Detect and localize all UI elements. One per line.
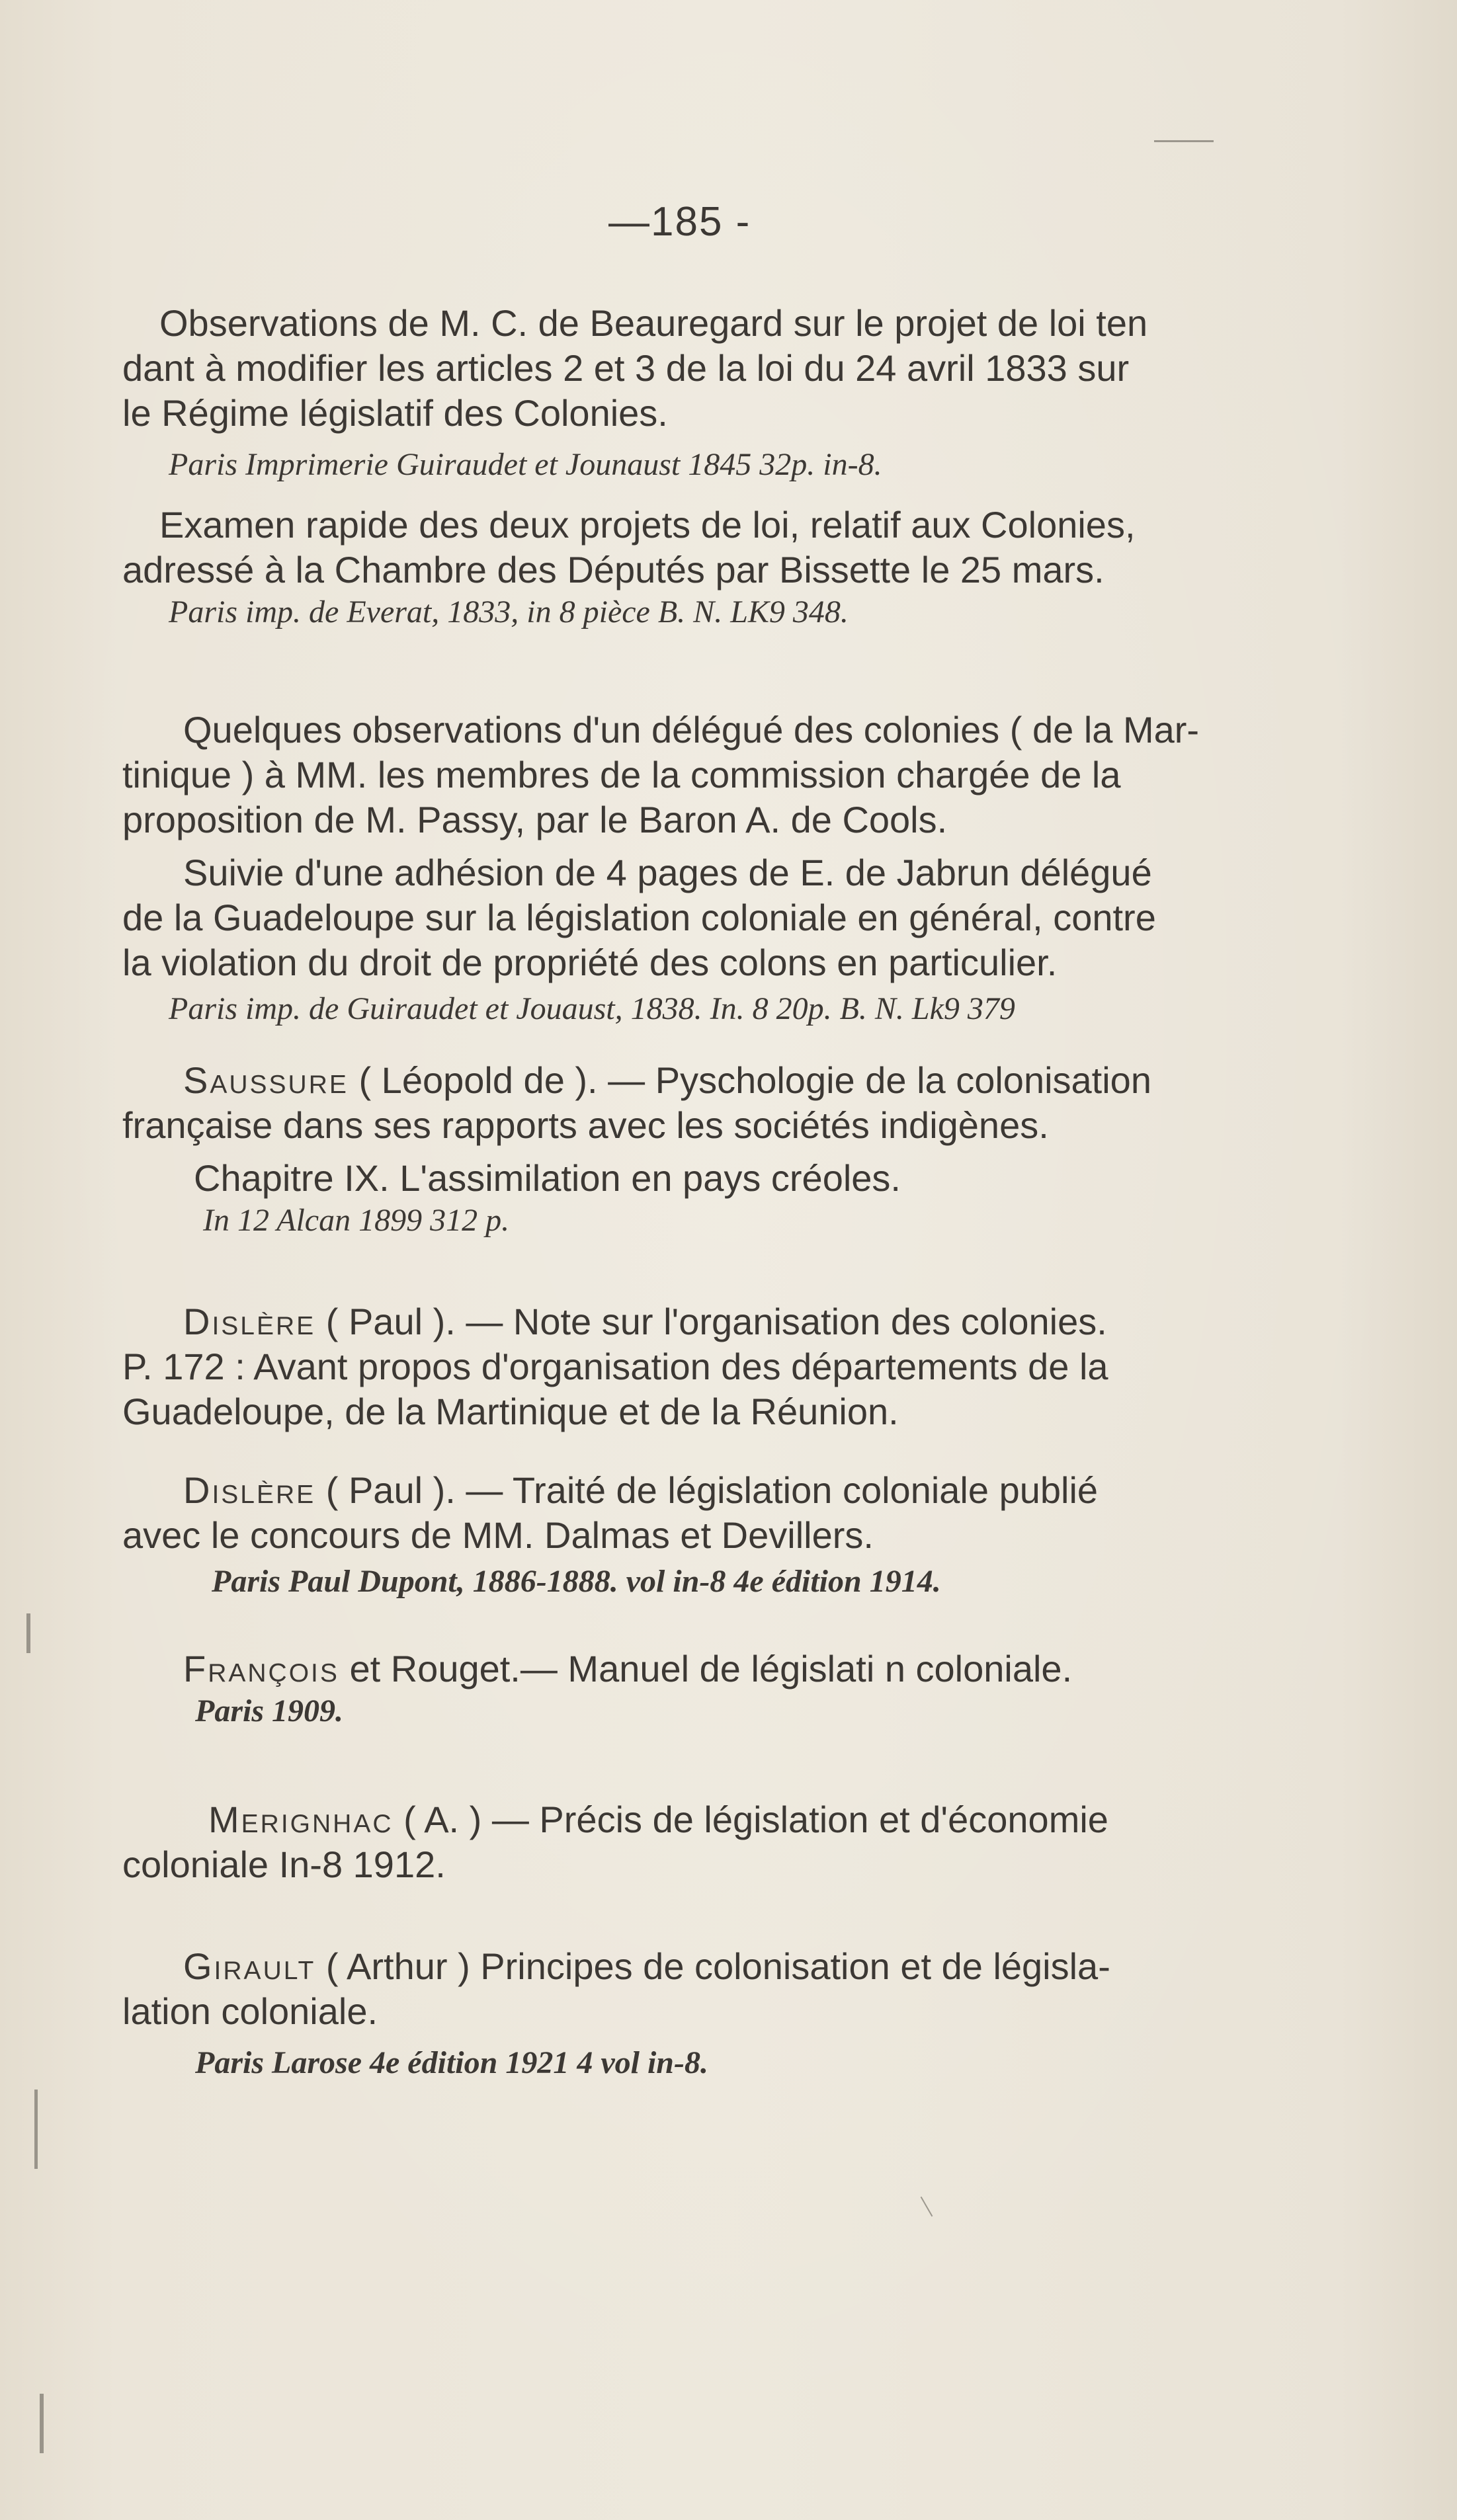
author-name: Girault [183, 1945, 316, 1987]
entry-text-line: tinique ) à MM. les membres de la commission chargée de la [122, 754, 1121, 795]
entry-text-line [122, 1797, 1267, 1842]
bibliography-entry [122, 1646, 1267, 1731]
entry-text-line: Examen rapide des deux projets de loi, relatif aux Colonies, [159, 504, 1136, 546]
print-mark [1154, 140, 1214, 142]
entry-text: et Rouget.— Manuel de législati n coloniale. [349, 1648, 1073, 1689]
publication-info: Paris 1909. [195, 1693, 344, 1728]
entry-text: ( Paul ). — Traité de législation coloniale publié [325, 1469, 1099, 1511]
author-name: Merignhac [208, 1799, 394, 1840]
entry-text-line: coloniale In-8 1912. [122, 1844, 446, 1885]
bibliography-entry [122, 1468, 1267, 1602]
entry-text-line [122, 1468, 1267, 1513]
author-name: Saussure [183, 1059, 349, 1101]
entry-text: ( A. ) — Précis de législation et d'économie [403, 1799, 1108, 1840]
entry-text-line: lation coloniale. [122, 1990, 378, 2032]
entry-text-line: la violation du droit de propriété des colons en particulier. [122, 942, 1058, 983]
publication-info: Paris Paul Dupont, 1886-1888. vol in-8 4e édition 1914. [212, 1564, 941, 1599]
bibliography-entry [122, 1797, 1267, 1887]
bibliography-entry [122, 1944, 1267, 2083]
bibliography-entry [122, 1299, 1267, 1434]
entry-text-line: adressé à la Chambre des Députés par Bissette le 25 mars. [122, 549, 1104, 590]
entry-text-line: dant à modifier les articles 2 et 3 de la loi du 24 avril 1833 sur [122, 347, 1130, 389]
bibliography-entry [122, 301, 1267, 485]
margin-speck [26, 1613, 30, 1653]
entry-text-line: P. 172 : Avant propos d'organisation des départements de la [122, 1346, 1108, 1387]
entry-text-line [122, 1058, 1267, 1103]
bibliography-entry [122, 708, 1267, 1029]
publication-info: Paris imp. de Guiraudet et Jouaust, 1838. In. 8 20p. B. N. Lk9 379 [169, 991, 1015, 1026]
entry-text-line: Observations de M. C. de Beauregard sur le projet de loi ten [159, 302, 1148, 344]
entry-text-line: française dans ses rapports avec les sociétés indigènes. [122, 1104, 1049, 1146]
margin-speck [40, 2394, 44, 2453]
bibliography-entry [122, 1058, 1267, 1240]
author-name: François [183, 1648, 339, 1689]
entry-text-line: de la Guadeloupe sur la législation coloniale en général, contre [122, 897, 1156, 938]
publication-info: Paris Imprimerie Guiraudet et Jounaust 1845 32p. in-8. [169, 447, 882, 482]
entry-text-line: le Régime législatif des Colonies. [122, 392, 668, 434]
publication-info: Paris imp. de Everat, 1833, in 8 pièce B. N. LK9 348. [169, 594, 849, 630]
entry-text-line: avec le concours de MM. Dalmas et Devillers. [122, 1514, 874, 1556]
entry-text-line [122, 1299, 1267, 1344]
print-mark [921, 2197, 933, 2216]
entry-text-line: Quelques observations d'un délégué des colonies ( de la Mar- [183, 709, 1200, 751]
page-number: —185 - [608, 199, 751, 245]
publication-info: In 12 Alcan 1899 312 p. [203, 1203, 510, 1238]
entry-text-line: proposition de M. Passy, par le Baron A. de Cools. [122, 799, 948, 840]
margin-speck [34, 2090, 38, 2169]
bibliography-entry [122, 503, 1267, 632]
entry-text-line [122, 1646, 1267, 1691]
entry-text-line: Suivie d'une adhésion de 4 pages de E. de Jabrun délégué [183, 852, 1152, 893]
entry-text: ( Paul ). — Note sur l'organisation des colonies. [325, 1301, 1107, 1342]
entry-text: ( Arthur ) Principes de colonisation et de législa- [325, 1945, 1110, 1987]
entry-text-line: Chapitre IX. L'assimilation en pays créoles. [194, 1157, 901, 1199]
author-name: Dislère [183, 1301, 316, 1342]
publication-info: Paris Larose 4e édition 1921 4 vol in-8. [195, 2045, 708, 2080]
entry-text-line: Guadeloupe, de la Martinique et de la Réunion. [122, 1391, 899, 1432]
entry-text-line [122, 1944, 1267, 1989]
entry-text: ( Léopold de ). — Pyschologie de la colonisation [358, 1059, 1151, 1101]
author-name: Dislère [183, 1469, 316, 1511]
